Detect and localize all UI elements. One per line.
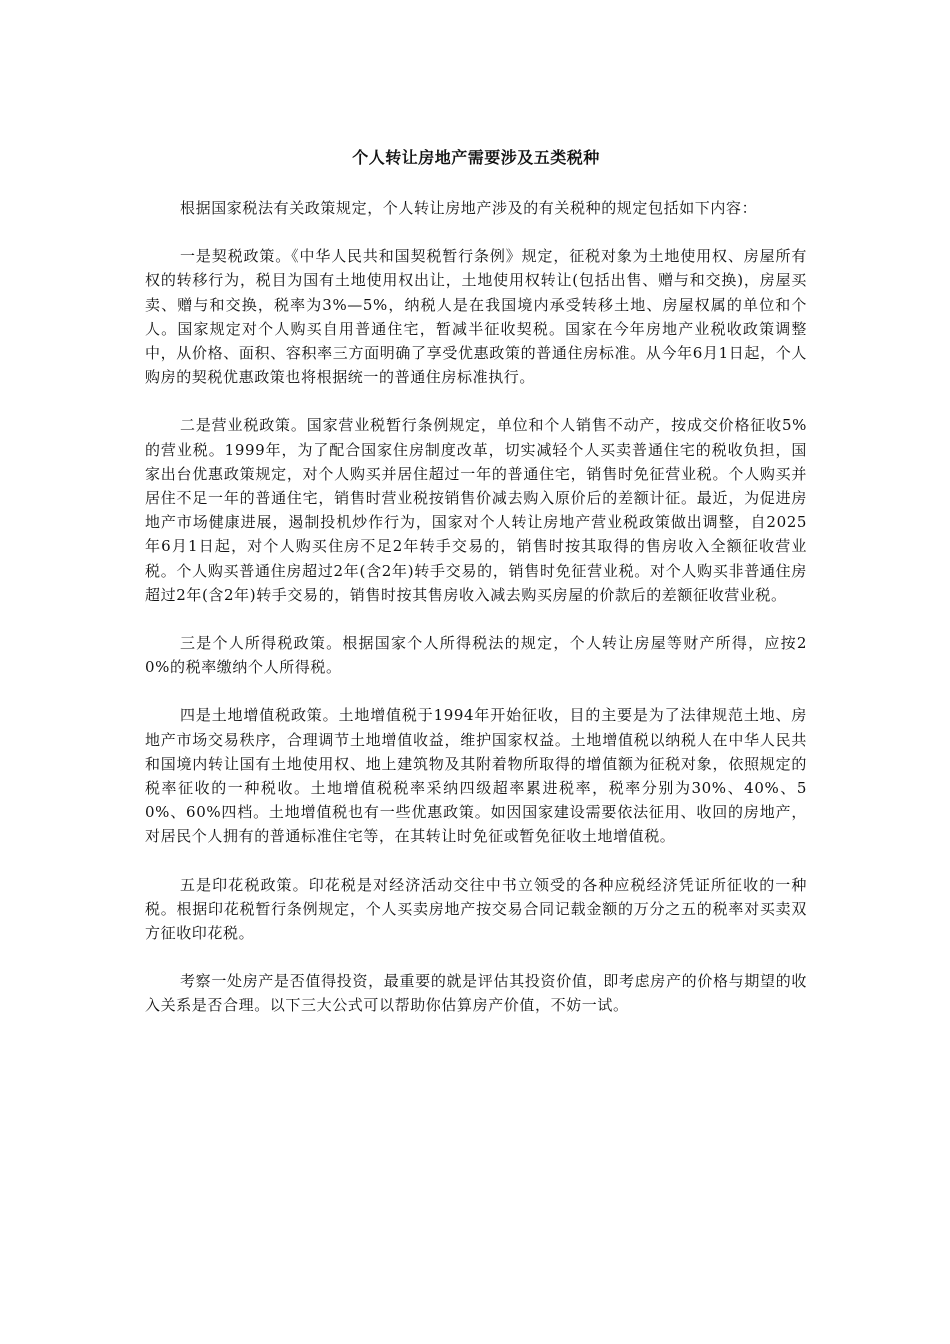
paragraph-stamp-tax: 五是印花税政策。印花税是对经济活动交往中书立领受的各种应税经济凭证所征收的一种税。根据印花税暂行条例规定，个人买卖房地产按交易合同记载金额的万分之五的税率对买卖双方征收印花税。 [145,875,807,943]
paragraph-intro: 根据国家税法有关政策规定，个人转让房地产涉及的有关税种的规定包括如下内容： [180,199,758,217]
paragraph-income-tax: 三是个人所得税政策。根据国家个人所得税法的规定，个人转让房屋等财产所得，应按20%的税率缴纳个人所得税。 [145,634,807,677]
document-page [145,146,807,1042]
paragraph-land-value-tax: 四是土地增值税政策。土地增值税于1994年开始征收，目的主要是为了法律规范土地、房地产市场交易秩序，合理调节土地增值收益，维护国家权益。土地增值税以纳税人在中华人民共和国境内转让国有土地使用权、地上建筑物及其附着物所取得的增值额为征税对象，依照规定的税率征收的一种税收。土地增值税税率采纳四级超率累进税率，税率分别为30%、40%、50%、60%四档。土地增值税也有一些优惠政策。如因国家建设需要依法征用、收回的房地产，对居民个人拥有的普通标准住宅等，在其转让时免征或暂免征收土地增值税。 [145,706,807,846]
paragraph-business-tax: 二是营业税政策。国家营业税暂行条例规定，单位和个人销售不动产，按成交价格征收5%的营业税。1999年，为了配合国家住房制度改革，切实减轻个人买卖普通住宅的税收负担，国家出台优惠政策规定，对个人购买并居住超过一年的普通住宅，销售时免征营业税。个人购买并居住不足一年的普通住宅，销售时营业税按销售价减去购入原价后的差额计征。最近，为促进房地产市场健康进展，遏制投机炒作行为，国家对个人转让房地产营业税政策做出调整，自2025年6月1日起，对个人购买住房不足2年转手交易的，销售时按其取得的售房收入全额征收营业税。个人购买普通住房超过2年(含2年)转手交易的，销售时免征营业税。对个人购买非普通住房超过2年(含2年)转手交易的，销售时按其售房收入减去购买房屋的价款后的差额征收营业税。 [145,416,807,604]
document-title: 个人转让房地产需要涉及五类税种 [352,148,600,167]
paragraph-conclusion: 考察一处房产是否值得投资，最重要的就是评估其投资价值，即考虑房产的价格与期望的收入关系是否合理。以下三大公式可以帮助你估算房产价值，不妨一试。 [145,972,807,1015]
paragraph-deed-tax: 一是契税政策。《中华人民共和国契税暂行条例》规定，征税对象为土地使用权、房屋所有权的转移行为，税目为国有土地使用权出让，土地使用权转让(包括出售、赠与和交换)，房屋买卖、赠与和交换，税率为3%—5%，纳税人是在我国境内承受转移土地、房屋权属的单位和个人。国家规定对个人购买自用普通住宅，暂减半征收契税。国家在今年房地产业税收政策调整中，从价格、面积、容积率三方面明确了享受优惠政策的普通住房标准。从今年6月1日起，个人购房的契税优惠政策也将根据统一的普通住房标准执行。 [145,247,807,387]
